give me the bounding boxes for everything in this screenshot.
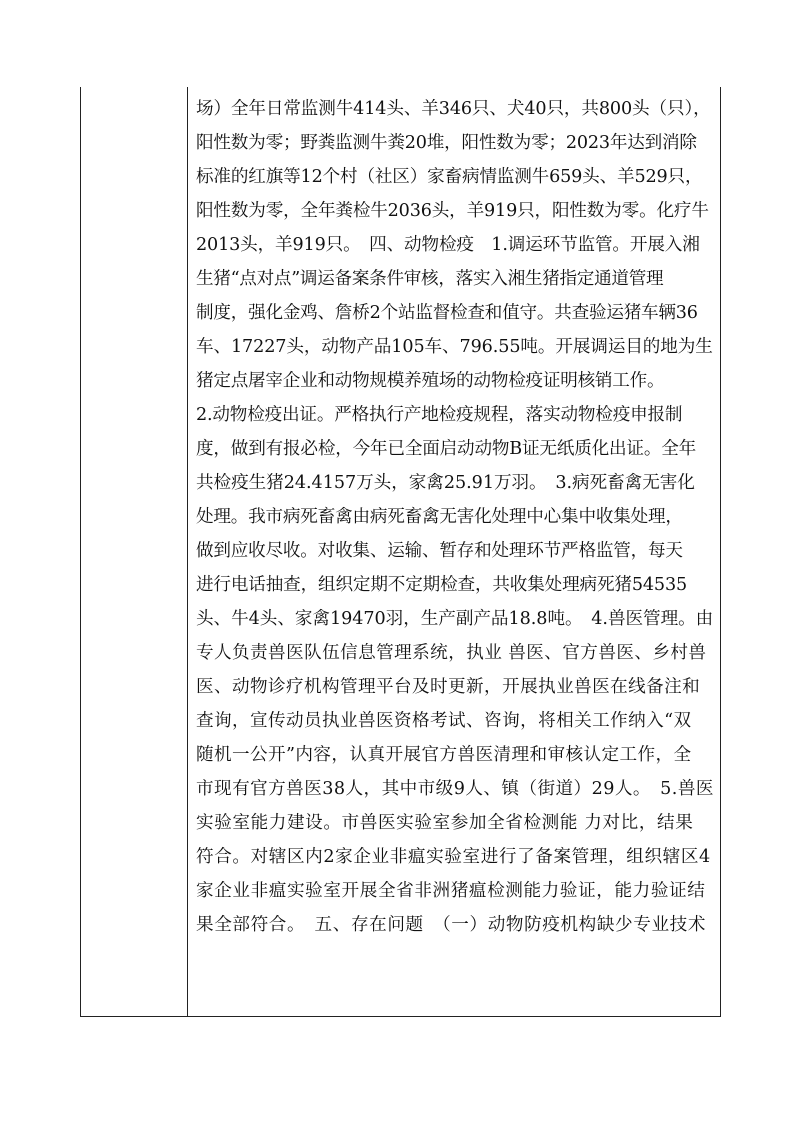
text-line: 度，做到有报必检，今年已全面启动动物B证无纸质化出证。全年 <box>196 439 697 459</box>
text-line: 场）全年日常监测牛414头、羊346只、犬40只，共800头（只）， <box>196 99 711 119</box>
text-line: 医、动物诊疗机构管理平台及时更新，开展执业兽医在线备注和 <box>196 677 701 697</box>
text-line: 果全部符合。 五、存在问题 （一）动物防疫机构缺少专业技术 <box>196 915 707 935</box>
text-line: 标准的红旗等12个村（社区）家畜病情监测牛659头、羊529只， <box>196 167 703 187</box>
text-line: 阳性数为零，全年粪检牛2036头，羊919只，阳性数为零。化疗牛 <box>196 201 709 221</box>
text-line: 处理。我市病死畜禽由病死畜禽无害化处理中心集中收集处理， <box>196 507 683 527</box>
text-line: 车、17227头，动物产品105车、796.55吨。开展调运目的地为生 <box>196 337 713 357</box>
text-line: 随机一公开”内容，认真开展官方兽医清理和审核认定工作，全 <box>196 745 692 765</box>
text-line: 共检疫生猪24.4157万头，家禽25.91万羽。 3.病死畜禽无害化 <box>196 473 695 493</box>
text-line: 阳性数为零；野粪监测牛粪20堆，阳性数为零；2023年达到消除 <box>196 133 697 153</box>
table-label-column <box>81 87 188 1016</box>
text-line: 生猪“点对点”调运备案条件审核，落实入湘生猪指定通道管理 <box>196 269 664 289</box>
text-line: 实验室能力建设。市兽医实验室参加全省检测能 力对比，结果 <box>196 813 694 833</box>
text-line: 2.动物检疫出证。严格执行产地检疫规程，落实动物检疫申报制 <box>196 405 683 425</box>
text-line: 做到应收尽收。对收集、运输、暂存和处理环节严格监管，每天 <box>196 541 683 561</box>
report-table <box>80 87 721 1017</box>
text-line: 制度，强化金鸡、詹桥2个站监督检查和值守。共查验运猪车辆36 <box>196 303 698 323</box>
text-line: 查询，宣传动员执业兽医资格考试、咨询，将相关工作纳入“双 <box>196 711 692 731</box>
text-line: 猪定点屠宰企业和动物规模养殖场的动物检疫证明核销工作。 <box>196 371 665 391</box>
table-content-cell <box>188 87 722 1016</box>
text-line: 头、牛4头、家禽19470羽，生产副产品18.8吨。 4.兽医管理。由 <box>196 609 714 629</box>
text-line: 符合。对辖区内2家企业非瘟实验室进行了备案管理，组织辖区4 <box>196 847 711 867</box>
content-paragraph <box>196 92 714 942</box>
text-line: 2013头，羊919只。 四、动物检疫 1.调运环节监管。开展入湘 <box>196 235 700 255</box>
text-line: 进行电话抽查，组织定期不定期检查，共收集处理病死猪54535 <box>196 575 688 595</box>
text-line: 专人负责兽医队伍信息管理系统，执业 兽医、官方兽医、乡村兽 <box>196 643 707 663</box>
text-line: 市现有官方兽医38人，其中市级9人、镇（街道）29人。 5.兽医 <box>196 779 714 799</box>
text-line: 家企业非瘟实验室开展全省非洲猪瘟检测能力验证，能力验证结 <box>196 881 706 901</box>
